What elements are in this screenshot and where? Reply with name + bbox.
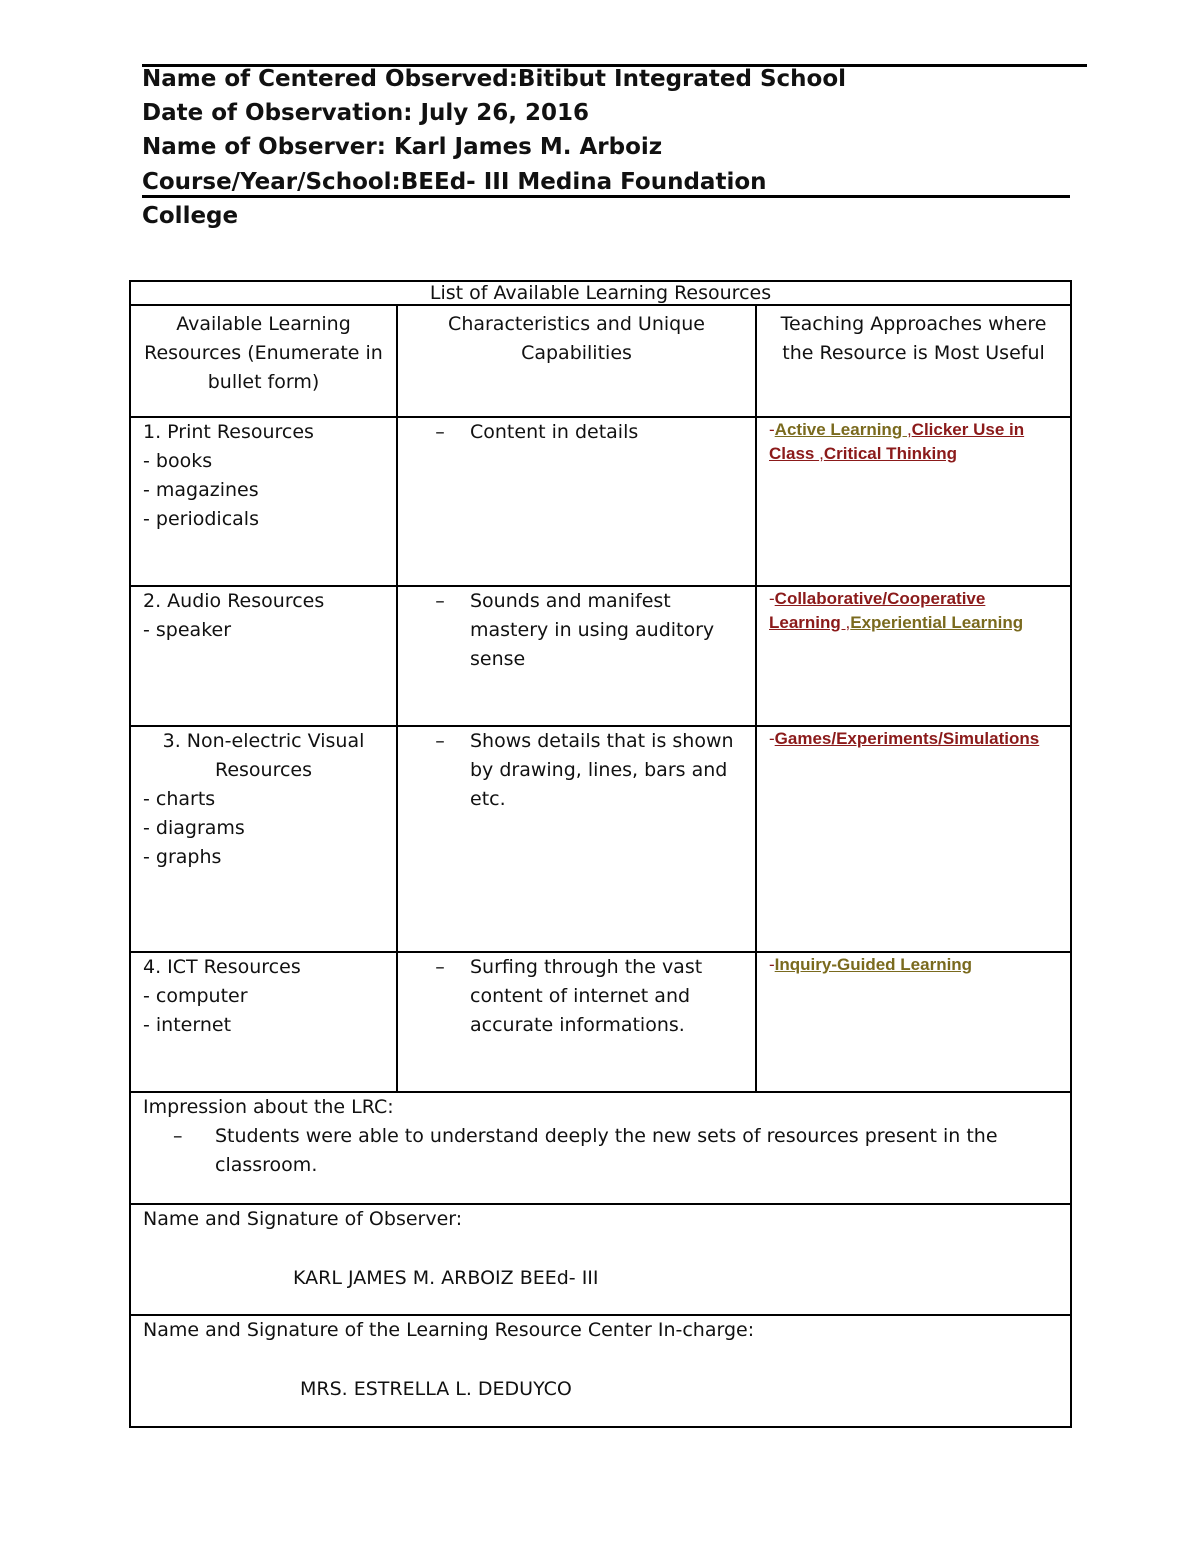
resource-cell: [130, 586, 397, 726]
approach-link-games-experiments[interactable]: Games/Experiments/Simulations: [774, 729, 1040, 748]
resource-cell: [130, 952, 397, 1092]
resource-cell: [130, 417, 397, 586]
characteristic-text: Surfing through the vast content of internet and accurate informations.: [470, 956, 703, 1036]
approach-link-inquiry-guided[interactable]: Inquiry-Guided Learning: [774, 955, 973, 974]
observer-signature-cell: [130, 1204, 1071, 1315]
resource-item: - speaker: [143, 619, 232, 641]
resource-item: - diagrams: [143, 817, 245, 839]
observer-value: Karl James M. Arboiz: [393, 134, 663, 160]
resource-heading: 3. Non-electric Visual Resources: [162, 730, 365, 781]
center-value: Bitibut Integrated School: [517, 66, 847, 92]
resource-item: - charts: [143, 788, 216, 810]
lrc-signature-label: Name and Signature of the Learning Resource Center In-charge:: [143, 1319, 755, 1341]
column-header-approaches: Teaching Approaches where the Resource is Most Useful: [756, 305, 1071, 417]
course-value: BEEd- III Medina Foundation: [400, 169, 767, 195]
date-label: Date of Observation:: [142, 100, 421, 126]
center-label: Name of Centered Observed:: [142, 66, 518, 92]
approach-dash: -: [769, 955, 775, 974]
column-header-resources: Available Learning Resources (Enumerate in bullet form): [130, 305, 397, 417]
approach-link-critical-thinking[interactable]: Critical Thinking: [823, 444, 958, 463]
approach-cell: [756, 952, 1071, 1092]
characteristic-cell: [397, 586, 756, 726]
lrc-signature-row: [130, 1315, 1071, 1427]
observer-line: [142, 130, 662, 164]
approach-cell: [756, 417, 1071, 586]
date-value: July 26, 2016: [420, 100, 590, 126]
characteristic-cell: [397, 952, 756, 1092]
resource-item: - books: [143, 450, 213, 472]
observer-label: Name of Observer:: [142, 134, 394, 160]
approach-cell: [756, 586, 1071, 726]
approach-link-clicker-use[interactable]: Clicker Use in Class: [769, 420, 1025, 463]
impression-cell: [130, 1092, 1071, 1204]
resource-heading: 2. Audio Resources: [143, 590, 325, 612]
table-row: [130, 952, 1071, 1092]
approach-separator: ,: [845, 613, 851, 632]
impression-label: Impression about the LRC:: [143, 1096, 394, 1118]
bullet-dash: –: [173, 1125, 183, 1147]
resource-item: - magazines: [143, 479, 259, 501]
bullet-dash: –: [435, 421, 445, 443]
course-label: Course/Year/School:: [142, 169, 401, 195]
course-line: [142, 165, 767, 199]
observer-signature-row: [130, 1204, 1071, 1315]
characteristic-cell: [397, 726, 756, 952]
table-row: [130, 586, 1071, 726]
resource-heading: 1. Print Resources: [143, 421, 314, 443]
bullet-dash: –: [435, 956, 445, 978]
observer-signature-name: KARL JAMES M. ARBOIZ BEEd- III: [293, 1267, 599, 1289]
characteristic-text: Content in details: [470, 421, 639, 443]
resource-heading: 4. ICT Resources: [143, 956, 301, 978]
course-value-cont: College: [142, 203, 239, 229]
characteristic-text: Sounds and manifest mastery in using auditory sense: [470, 590, 715, 670]
table-title: List of Available Learning Resources: [130, 281, 1071, 305]
resource-item: - computer: [143, 985, 248, 1007]
impression-text: Students were able to understand deeply the new sets of resources present in the classroom.: [215, 1125, 998, 1176]
learning-resources-table: [129, 280, 1072, 1428]
resource-item: - periodicals: [143, 508, 259, 530]
lrc-signature-name: MRS. ESTRELLA L. DEDUYCO: [300, 1378, 572, 1400]
approach-separator: ,: [819, 444, 824, 463]
resource-cell: [130, 726, 397, 952]
course-line-continued: [142, 199, 238, 233]
characteristic-cell: [397, 417, 756, 586]
approach-dash: -: [769, 420, 775, 439]
bullet-dash: –: [435, 590, 445, 612]
resource-item: - graphs: [143, 846, 222, 868]
characteristic-text: Shows details that is shown by drawing, lines, bars and etc.: [470, 730, 734, 810]
observer-signature-label: Name and Signature of Observer:: [143, 1208, 463, 1230]
approach-link-active-learning[interactable]: Active Learning: [774, 420, 907, 439]
approach-dash: -: [769, 729, 775, 748]
table-row: [130, 417, 1071, 586]
approach-separator: ,: [906, 420, 912, 439]
table-row: [130, 726, 1071, 952]
approach-cell: [756, 726, 1071, 952]
impression-row: [130, 1092, 1071, 1204]
center-observed-line: [142, 62, 846, 96]
approach-link-collaborative-learning[interactable]: Collaborative/Cooperative Learning: [769, 589, 986, 632]
approach-dash: -: [769, 589, 775, 608]
approach-link-experiential-learning[interactable]: Experiential Learning: [850, 613, 1024, 632]
resource-item: - internet: [143, 1014, 232, 1036]
date-line: [142, 96, 589, 130]
bullet-dash: –: [435, 730, 445, 752]
lrc-signature-cell: [130, 1315, 1071, 1427]
column-header-characteristics: Characteristics and Unique Capabilities: [397, 305, 756, 417]
